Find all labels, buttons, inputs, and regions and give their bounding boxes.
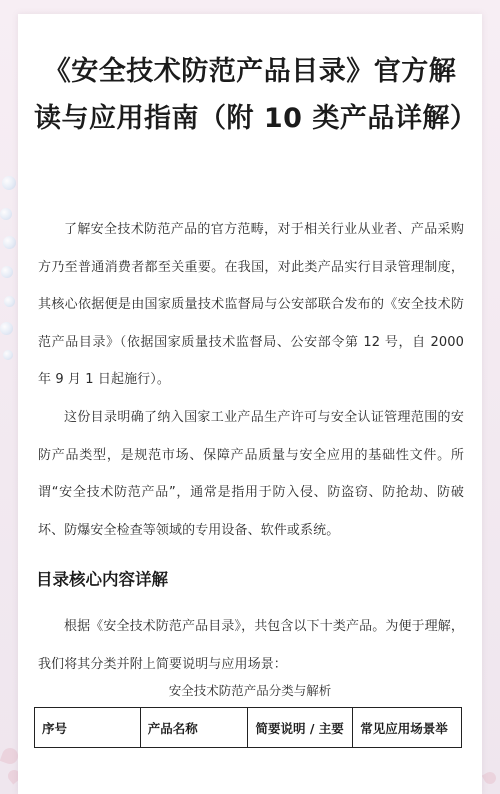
table-header-row: [35, 708, 462, 748]
table-header-cell: 产品名称: [140, 708, 248, 748]
section-paragraph: 根据《安全技术防范产品目录》，共包含以下十类产品。为便于理解，我们将其分类并附上简要说明与应用场景：: [38, 619, 464, 672]
decorative-bubble: [2, 176, 16, 190]
decorative-bubble: [0, 208, 12, 220]
table-caption: 安全技术防范产品分类与解析: [168, 683, 332, 698]
product-table: [34, 707, 462, 748]
decorative-bubble: [0, 322, 13, 335]
table-header-cell: 简要说明 / 主要: [248, 708, 353, 748]
article-title: 《安全技术防范产品目录》官方解读与应用指南（附 10 类产品详解）: [34, 56, 478, 134]
definition-paragraph: 这份目录明确了纳入国家工业产品生产许可与安全认证管理范围的安防产品类型，是规范市场、保障产品质量与安全应用的基础性文件。所谓“安全技术防范产品”，通常是指用于防入侵、防盗窃、防抢劫、防破坏、防爆安全检查等领域的专用设备、软件或系统。: [38, 410, 464, 538]
decorative-bubble: [1, 266, 13, 278]
intro-paragraph: 了解安全技术防范产品的官方范畴，对于相关行业从业者、产品采购方乃至普通消费者都至关重要。在我国，对此类产品实行目录管理制度，其核心依据便是由国家质量技术监督局与公安部联合发布的《安全技术防范产品目录》（依据国家质量技术监督局、公安部令第 12 号，自 2000 年 9 月 1 日起施行）。: [38, 222, 464, 388]
decorative-petal: [482, 770, 498, 786]
section-heading: 目录核心内容详解: [36, 570, 168, 589]
table-header-cell: 常见应用场景举: [353, 708, 462, 748]
decorative-bubble: [4, 296, 15, 307]
table-header-cell: 序号: [35, 708, 141, 748]
article-card: [18, 14, 482, 794]
decorative-bubble: [3, 350, 13, 360]
decorative-bubble: [3, 236, 16, 249]
